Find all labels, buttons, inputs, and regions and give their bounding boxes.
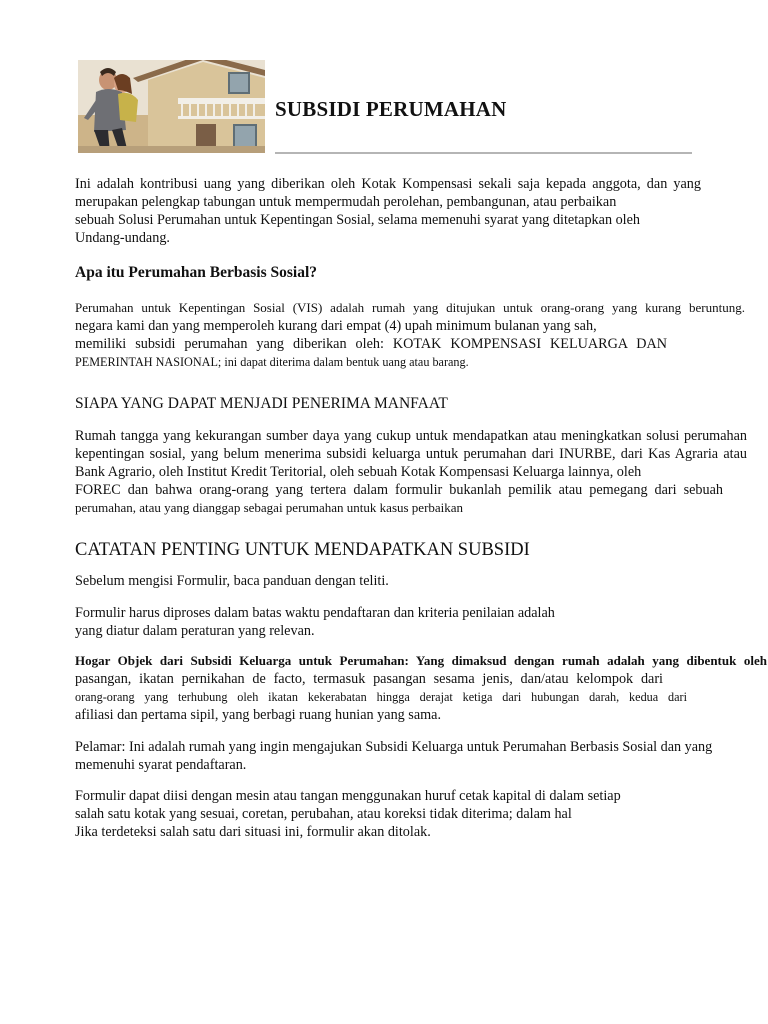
notes-p5: [75, 787, 621, 841]
vis-line: memiliki subsidi perumahan yang diberikan oleh: KOTAK KOMPENSASI KELUARGA DAN: [75, 336, 667, 352]
intro-line: Ini adalah kontribusi uang yang diberikan oleh Kotak Kompensasi sekali saja kepada anggota, dan yang: [75, 176, 701, 192]
title-divider: [275, 152, 692, 154]
section-heading-beneficiaries: SIAPA YANG DAPAT MENJADI PENERIMA MANFAAT: [75, 395, 448, 412]
notes-p3: [75, 652, 767, 724]
notes-p2: [75, 604, 555, 640]
house-couple-illustration: [78, 60, 265, 153]
beneficiaries-line: Bank Agrario, oleh Institut Kredit Teritorial, oleh sebuah Kotak Kompensasi Keluarga lainnya, oleh: [75, 464, 642, 480]
vis-line: Perumahan untuk Kepentingan Sosial (VIS) adalah rumah yang ditujukan untuk orang-orang yang kurang beruntung.: [75, 300, 745, 315]
beneficiaries-line: perumahan, atau yang dianggap sebagai perumahan untuk kasus perbaikan: [75, 500, 464, 515]
notes-line: memenuhi syarat pendaftaran.: [75, 757, 247, 773]
section-heading-notes: CATATAN PENTING UNTUK MENDAPATKAN SUBSIDI: [75, 540, 530, 560]
vis-line: negara kami dan yang memperoleh kurang dari empat (4) upah minimum bulanan yang sah,: [75, 318, 597, 334]
notes-line: afiliasi dan pertama sipil, yang berbagi ruang hunian yang sama.: [75, 707, 442, 723]
notes-line: pasangan, ikatan pernikahan de facto, termasuk pasangan sesama jenis, dan/atau kelompok dari: [75, 671, 663, 687]
notes-line: Jika terdeteksi salah satu dari situasi ini, formulir akan ditolak.: [75, 824, 431, 840]
beneficiaries-line: Rumah tangga yang kekurangan sumber daya yang cukup untuk mendapatkan atau meningkatkan solusi perumahan: [75, 428, 747, 444]
notes-line: salah satu kotak yang sesuai, coretan, perubahan, atau koreksi tidak diterima; dalam hal: [75, 806, 572, 822]
page-title: SUBSIDI PERUMAHAN: [275, 97, 507, 121]
beneficiaries-paragraph: [75, 427, 747, 517]
intro-line: Undang-undang.: [75, 230, 170, 246]
notes-line: Pelamar: Ini adalah rumah yang ingin mengajukan Subsidi Keluarga untuk Perumahan Berbasis Sosial dan yang: [75, 739, 713, 755]
notes-line: yang diatur dalam peraturan yang relevan.: [75, 623, 315, 639]
notes-line: Sebelum mengisi Formulir, baca panduan dengan teliti.: [75, 573, 389, 589]
vis-line: PEMERINTAH NASIONAL; ini dapat diterima dalam bentuk uang atau barang.: [75, 355, 469, 369]
beneficiaries-line: kepentingan sosial, yang belum menerima subsidi keluarga untuk perumahan dari INURBE, dari Kas Agraria atau: [75, 446, 747, 462]
header-photo: [78, 60, 265, 153]
notes-p4: [75, 738, 712, 774]
notes-p1: [75, 572, 389, 590]
intro-line: merupakan pelengkap tabungan untuk mempermudah perolehan, pembangunan, atau perbaikan: [75, 194, 617, 210]
notes-line: Formulir dapat diisi dengan mesin atau tangan menggunakan huruf cetak kapital di dalam setiap: [75, 788, 621, 804]
beneficiaries-line: FOREC dan bahwa orang-orang yang tertera dalam formulir bukanlah pemilik atau pemegang dari sebuah: [75, 482, 723, 498]
section-heading-vis: Apa itu Perumahan Berbasis Sosial?: [75, 264, 318, 281]
intro-line: sebuah Solusi Perumahan untuk Kepentingan Sosial, selama memenuhi syarat yang ditetapkan oleh: [75, 212, 641, 228]
notes-line: Hogar Objek dari Subsidi Keluarga untuk Perumahan: Yang dimaksud dengan rumah adalah yang dibentuk oleh: [75, 653, 767, 668]
notes-line: Formulir harus diproses dalam batas waktu pendaftaran dan kriteria penilaian adalah: [75, 605, 555, 621]
intro-paragraph: [75, 175, 701, 247]
notes-line: orang-orang yang terhubung oleh ikatan kekerabatan hingga derajat ketiga dari hubungan darah, kedua dari: [75, 690, 687, 704]
vis-paragraph: [75, 299, 745, 371]
